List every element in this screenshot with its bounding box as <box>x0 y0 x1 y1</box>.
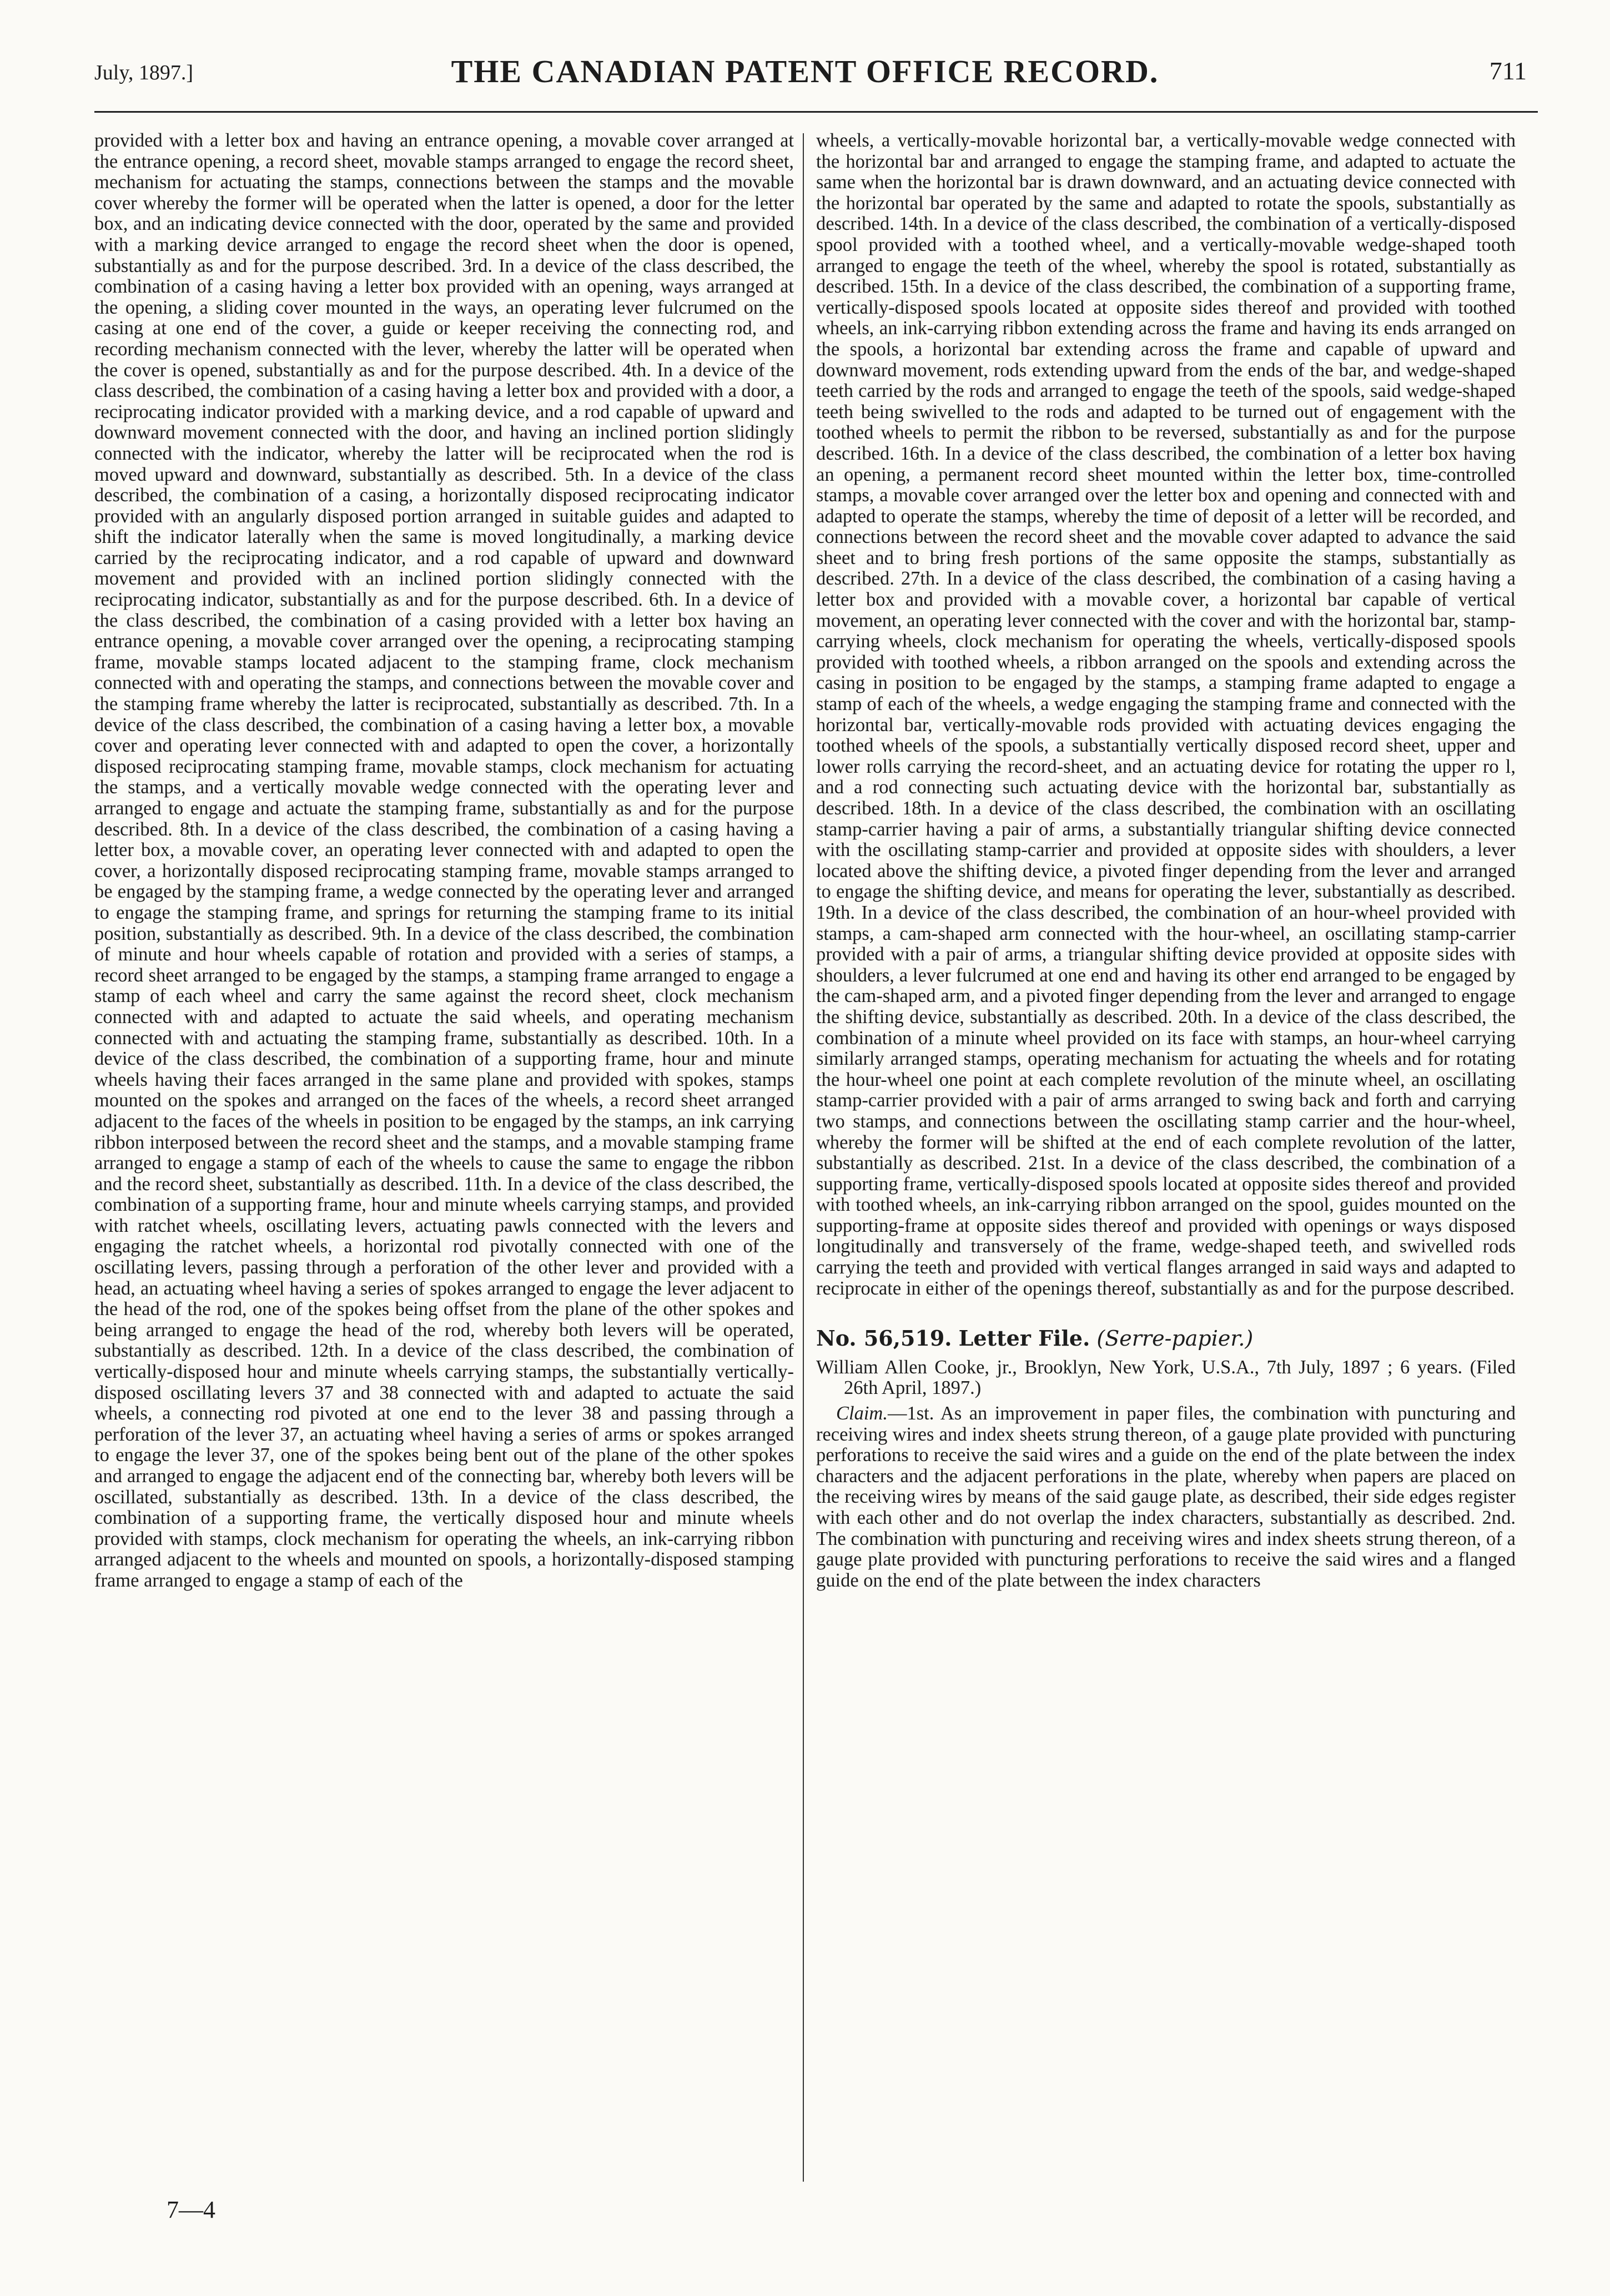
left-column <box>94 130 794 1592</box>
right-column <box>816 130 1516 1591</box>
header-rule <box>94 111 1538 113</box>
patent-french-name: (Serre-papier.) <box>1096 1326 1254 1351</box>
right-column-text: wheels, a vertically-movable horizontal bar, a vertically-movable wedge connected with the horizontal bar and arranged to engage the stamping frame, and adapted to actuate the same when the horizontal bar is drawn downward, and an actuating device connected with the horizontal bar operated by the same and adapted to rotate the spools, substantially as described. 14th. In a device of the class described, the combination of a vertically-disposed spool provided with a toothed wheel, and a vertically-movable wedge-shaped tooth arranged to engage the teeth of the wheel, whereby the spool is rotated, substantially as described. 15th. In a device of the class described, the combination of a supporting frame, vertically-disposed spools located at opposite sides thereof and provided with toothed wheels, an ink-carrying ribbon extending across the frame and having its ends arranged on the spools, a horizontal bar extending across the frame and capable of upward and downward movement, rods extending upward from the ends of the bar, and wedge-shaped teeth carried by the rods and arranged to engage the teeth of the spools, said wedge-shaped teeth being swivelled to the rods and adapted to be turned out of engagement with the toothed wheels to permit the ribbon to be reversed, substantially as and for the purpose described. 16th. In a device of the class described, the combination of a letter box having an opening, a permanent record sheet mounted within the letter box, time-controlled stamps, a movable cover arranged over the letter box and opening and connected with and adapted to operate the stamps, whereby the time of deposit of a letter will be recorded, and connections between the record sheet and the movable cover adapted to advance the said sheet and to bring fresh portions of the same opposite the stamps, substantially as described. 27th. In a device of the class described, the combination of a casing having a letter box and provided with a movable cover, a horizontal bar capable of vertical movement, an operating lever connected with the cover and with the horizontal bar, stamp-carrying wheels, clock mechanism for operating the wheels, vertically-disposed spools provided with toothed wheels, a ribbon arranged on the spools and extending across the casing in position to be engaged by the stamps, a stamping frame adapted to engage a stamp of each of the wheels, a wedge engaging the stamping frame and connected with the horizontal bar, vertically-movable rods provided with actuating devices engaging the toothed wheels of the spools, a substantially vertically disposed record sheet, upper and lower rolls carrying the record-sheet, and an actuating device for rotating the upper ro l, and a rod connecting such actuating device with the horizontal bar, substantially as described. 18th. In a device of the class described, the combination with an oscillating stamp-carrier having a pair of arms, a substantially triangular shifting device connected with the oscillating stamp-carrier and provided at opposite sides with shoulders, a lever located above the shifting device, a pivoted finger depending from the lever and arranged to engage the shifting device, and means for operating the lever, substantially as described. 19th. In a device of the class described, the combination of an hour-wheel provided with stamps, a cam-shaped arm connected with the hour-wheel, an oscillating stamp-carrier provided with a pair of arms, a triangular shifting device provided at opposite sides with shoulders, a lever fulcrumed at one end and having its other end arranged to be engaged by the cam-shaped arm, and a pivoted finger depending from the lever and arranged to engage the shifting device, substantially as described. 20th. In a device of the class described, the combination of a minute wheel provided on its face with stamps, an hour-wheel carrying similarly arranged stamps, operating mechanism for actuating the wheels and for rotating the hour-wheel one point at each complete revolution of the minute wheel, an oscillating stamp-carrier provided with a pair of arms arranged to swing back and forth and carrying two stamps, and connections between the oscillating stamp carrier and the hour-wheel, whereby the former will be shifted at the end of each complete revolution of the latter, substantially as described. 21st. In a device of the class described, the combination of a supporting frame, vertically-disposed spools located at opposite sides thereof and provided with toothed wheels, an ink-carrying ribbon arranged on the spool, guides mounted on the supporting-frame at opposite sides thereof and provided with openings or ways disposed longitudinally and transversely of the frame, wedge-shaped teeth, and swivelled rods carrying the teeth and provided with vertical flanges arranged in said ways and adapted to reciprocate in either of the openings thereof, substantially as and for the purpose described. <box>816 130 1516 1299</box>
patent-number: No. 56,519. <box>816 1326 952 1351</box>
page-number: 711 <box>1489 57 1527 85</box>
journal-title: THE CANADIAN PATENT OFFICE RECORD. <box>451 53 1159 89</box>
column-divider <box>803 133 804 2182</box>
patent-applicant: William Allen Cooke, jr., Brooklyn, New York, U.S.A., 7th July, 1897 ; 6 years. (Filed 26th April, 1897.) <box>816 1356 1516 1399</box>
patent-name: Letter File. <box>958 1326 1090 1351</box>
issue-date: July, 1897.] <box>94 61 194 84</box>
claim-label: Claim. <box>836 1403 888 1424</box>
claim-text: —1st. As an improvement in paper files, the combination with puncturing and receiving wires and index sheets strung thereon, of a gauge plate provided with puncturing perforations to receive the said wires and a guide on the end of the plate between the index characters and the adjacent perforations in the plate, whereby when papers are placed on the receiving wires by means of the said gauge plate, as described, their side edges register with each other and do not overlap the index characters, substantially as described. 2nd. The combination with puncturing and receiving wires and index sheets strung thereon, of a gauge plate provided with puncturing perforations to receive the said wires and a flanged guide on the end of the plate between the index characters <box>816 1403 1516 1591</box>
patent-entry-title <box>816 1328 1516 1350</box>
left-column-text: provided with a letter box and having an entrance opening, a movable cover arranged at the entrance opening, a record sheet, movable stamps arranged to engage the record sheet, mechanism for actuating the stamps, connections between the stamps and the movable cover whereby the former will be operated when the latter is opened, a door for the letter box, and an indicating device connected with the door, operated by the same and provided with a marking device arranged to engage the record sheet when the door is opened, substantially as and for the purpose described. 3rd. In a device of the class described, the combination of a casing having a letter box provided with an opening, ways arranged at the opening, a sliding cover mounted in the ways, an operating lever fulcrumed on the casing at one end of the cover, a guide or keeper receiving the connecting rod, and recording mechanism connected with the lever, whereby the latter will be operated when the cover is opened, substantially as and for the purpose described. 4th. In a device of the class described, the combination of a casing having a letter box and provided with a door, a reciprocating indicator provided with a marking device, and a rod capable of upward and downward movement connected with the door, and having an inclined portion slidingly connected with the indicator, whereby the latter will be reciprocated when the rod is moved upward and downward, substantially as described. 5th. In a device of the class described, the combination of a casing, a horizontally disposed reciprocating indicator provided with an angularly disposed portion arranged in suitable guides and adapted to shift the indicator laterally when the same is moved longitudinally, a marking device carried by the reciprocating indicator, and a rod capable of upward and downward movement and provided with an inclined portion slidingly connected with the reciprocating indicator, substantially as and for the purpose described. 6th. In a device of the class described, the combination of a casing provided with a letter box having an entrance opening, a movable cover arranged over the opening, a reciprocating stamping frame, movable stamps located adjacent to the stamping frame, clock mechanism connected with and operating the stamps, and connections between the movable cover and the stamping frame whereby the latter is reciprocated, substantially as described. 7th. In a device of the class described, the combination of a casing having a letter box, a movable cover and operating lever connected with and adapted to open the cover, a horizontally disposed reciprocating stamping frame, movable stamps, clock mechanism for actuating the stamps, and a vertically movable wedge connected with the operating lever and arranged to engage and actuate the stamping frame, substantially as and for the purpose described. 8th. In a device of the class described, the combination of a casing having a letter box, a movable cover, an operating lever connected with and adapted to open the cover, a horizontally disposed reciprocating stamping frame, movable stamps arranged to be engaged by the stamping frame, a wedge connected by the operating lever and arranged to engage the stamping frame, and springs for returning the stamping frame to its initial position, substantially as described. 9th. In a device of the class described, the combination of minute and hour wheels capable of rotation and provided with a series of stamps, a record sheet arranged to be engaged by the stamps, a stamping frame arranged to engage a stamp of each wheel and carry the same against the record sheet, clock mechanism connected with and adapted to actuate the said wheels, and operating mechanism connected with and actuating the stamping frame, substantially as described. 10th. In a device of the class described, the combination of a supporting frame, hour and minute wheels having their faces arranged in the same plane and provided with spokes, stamps mounted on the spokes and arranged on the faces of the wheels, a record sheet arranged adjacent to the faces of the wheels in position to be engaged by the stamps, an ink carrying ribbon interposed between the record sheet and the stamps, and a movable stamping frame arranged to engage a stamp of each of the wheels to cause the same to engage the ribbon and the record sheet, substantially as described. 11th. In a device of the class described, the combination of a supporting frame, hour and minute wheels carrying stamps, and provided with ratchet wheels, oscillating levers, actuating pawls connected with the levers and engaging the ratchet wheels, a horizontal rod pivotally connected with one of the oscillating levers, passing through a perforation of the other lever and provided with a head, an actuating wheel having a series of spokes arranged to engage the lever adjacent to the head of the rod, one of the spokes being offset from the plane of the other spokes and being arranged to engage the head of the rod, whereby both levers will be operated, substantially as described. 12th. In a device of the class described, the combination of vertically-disposed hour and minute wheels carrying stamps, the substantially vertically-disposed oscillating levers 37 and 38 connected with and adapted to actuate the said wheels, a connecting rod pivoted at one end to the lever 38 and passing through a perforation of the lever 37, an actuating wheel having a series of arms or spokes arranged to engage the lever 37, one of the spokes being bent out of the plane of the other spokes and arranged to engage the adjacent end of the connecting bar, whereby both levers will be oscillated, substantially as described. 13th. In a device of the class described, the combination of a supporting frame, the vertically disposed hour and minute wheels provided with stamps, clock mechanism for operating the wheels, an ink-carrying ribbon arranged adjacent to the wheels and mounted on spools, a horizontally-disposed stamping frame arranged to engage a stamp of each of the <box>94 130 794 1591</box>
signature-mark: 7—4 <box>167 2196 215 2223</box>
patent-claim <box>816 1403 1516 1591</box>
page-header <box>0 53 1610 97</box>
